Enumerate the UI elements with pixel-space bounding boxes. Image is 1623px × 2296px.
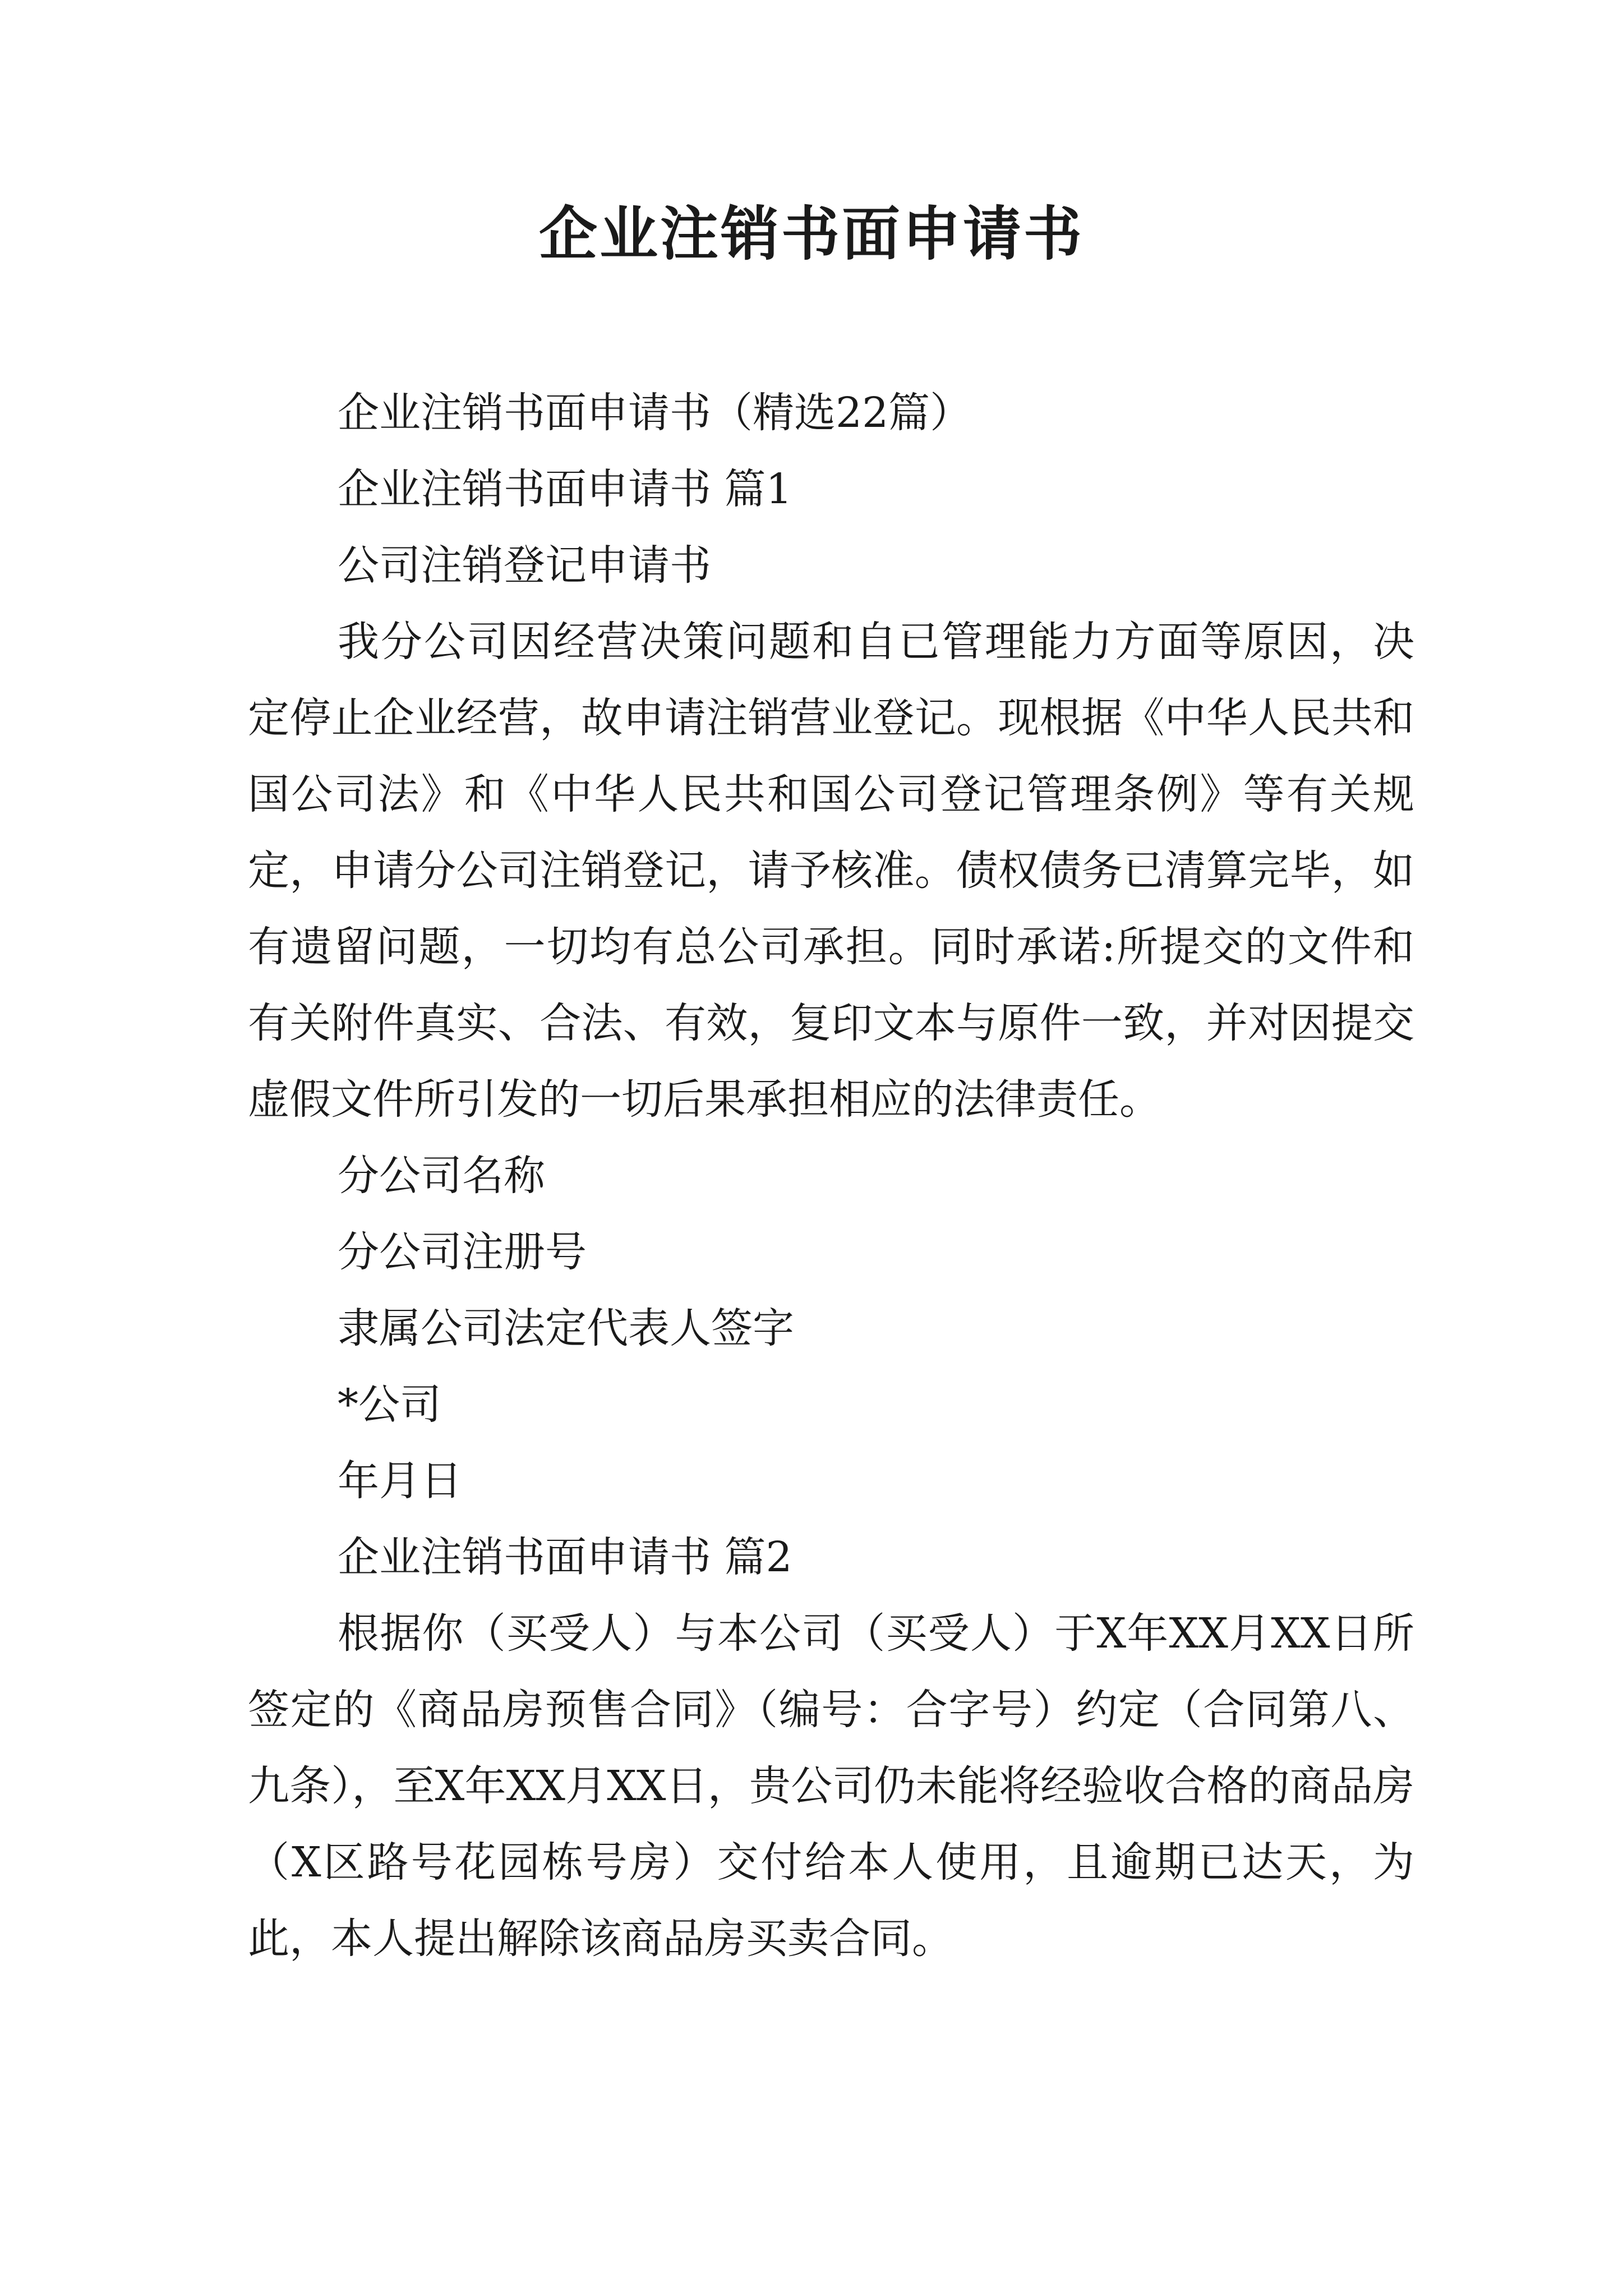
section-heading-2: 企业注销书面申请书 篇2 (338, 1533, 792, 1581)
date-line: 年月日 (338, 1457, 462, 1505)
body-paragraph-1: 我分公司因经营决策问题和自已管理能力方面等原因，决定停止企业经营，故申请注销营业登记。现根据《中华人民共和国公司法》和《中华人民共和国公司登记管理条例》等有关规定，申请分公司注销登记，请予核准。债权债务已清算完毕，如有遗留问题，一切均有总公司承担。同时承诺:所提交的文件和有关附件真实、合法、有效，复印文本与原件一致，并对因提交虚假文件所引发的一切后果承担相应的法律责任。 (248, 618, 1414, 1124)
form-title: 公司注销登记申请书 (338, 541, 711, 590)
company-line: *公司 (338, 1381, 441, 1429)
document-title: 企业注销书面申请书 (538, 199, 1084, 268)
field-legal-rep-signature: 隶属公司法定代表人签字 (338, 1304, 794, 1352)
field-branch-reg-no: 分公司注册号 (338, 1228, 587, 1276)
subtitle: 企业注销书面申请书（精选22篇） (338, 389, 972, 437)
field-branch-name: 分公司名称 (338, 1152, 545, 1200)
body-paragraph-2: 根据你（买受人）与本公司（买受人）于X年XX月XX日所签定的《商品房预售合同》（编号：合字号）约定（合同第八、九条），至X年XX月XX日，贵公司仍未能将经验收合格的商品房（X区路号花园栋号房）交付给本人使用，且逾期已达天，为此，本人提出解除该商品房买卖合同。 (248, 1609, 1414, 1963)
section-heading-1: 企业注销书面申请书 篇1 (338, 465, 792, 513)
document-body (248, 375, 1414, 1977)
